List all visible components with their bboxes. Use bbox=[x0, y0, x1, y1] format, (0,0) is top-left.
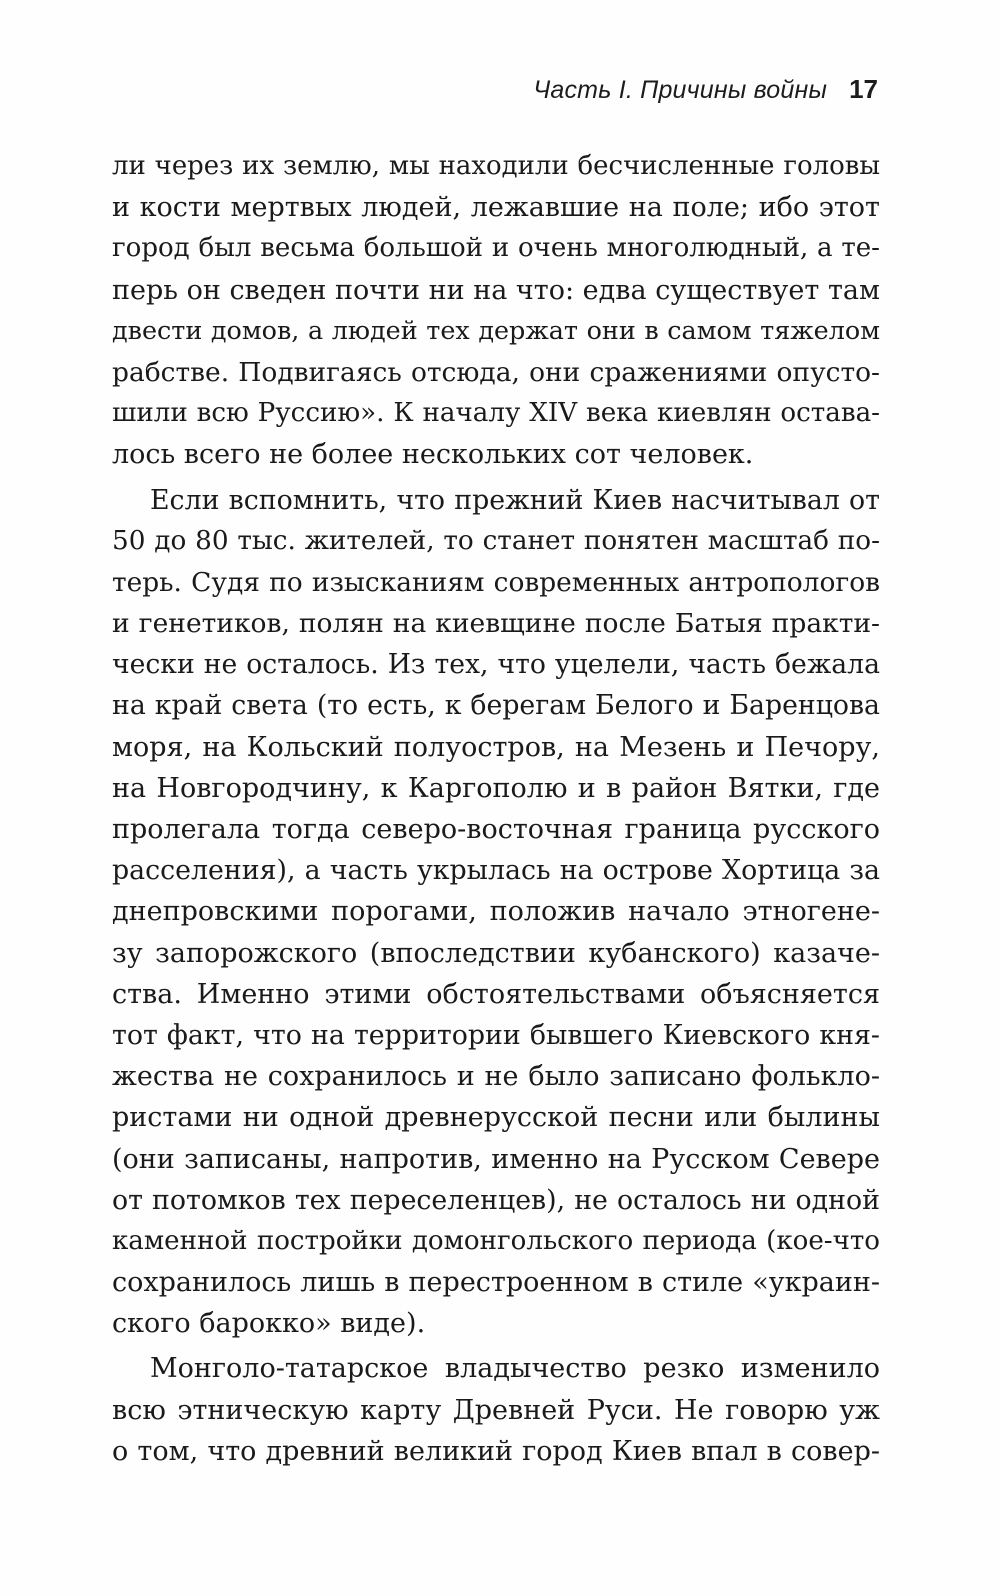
text-line: и генетиков, полян на киевщине после Батыя практи- bbox=[112, 608, 880, 640]
text-line: двести домов, а людей тех держат они в самом тяжелом bbox=[112, 315, 880, 346]
text-line: тот факт, что на территории бывшего Киевского кня- bbox=[112, 1019, 880, 1051]
text-line: чески не осталось. Из тех, что уцелели, часть бежала bbox=[112, 649, 880, 681]
text-line: (они записаны, напротив, именно на Русском Севере bbox=[112, 1143, 880, 1175]
text-line: каменной постройки домонгольского периода (кое-что bbox=[112, 1225, 880, 1256]
text-line: ства. Именно этими обстоятельствами объясняется bbox=[112, 978, 880, 1010]
text-line: перь он сведен почти ни на что: едва существует там bbox=[112, 274, 880, 306]
paragraph-2 bbox=[112, 480, 880, 1345]
text-line: город был весьма большой и очень многолюдный, а те- bbox=[112, 233, 880, 264]
text-line: ристами ни одной древнерусской песни или былины bbox=[112, 1102, 880, 1134]
text-line: лось всего не более нескольких сот человек. bbox=[112, 439, 754, 471]
text-line: Если вспомнить, что прежний Киев насчитывал от bbox=[150, 484, 880, 516]
paragraph-3 bbox=[112, 1348, 880, 1472]
text-line: ского барокко» виде). bbox=[112, 1308, 426, 1340]
text-line: днепровскими порогами, положив начало этногене- bbox=[112, 896, 880, 928]
paragraph-1 bbox=[112, 146, 880, 476]
text-line: рабстве. Подвигаясь отсюда, они сражениями опусто- bbox=[112, 356, 880, 388]
text-line: Монголо-татарское владычество резко изменило bbox=[150, 1353, 880, 1385]
text-line: пролегала тогда северо-восточная граница русского bbox=[112, 814, 880, 845]
text-line: моря, на Кольский полуостров, на Мезень и Печору, bbox=[112, 731, 880, 763]
page-number: 17 bbox=[849, 74, 878, 104]
body-text bbox=[112, 146, 880, 1472]
text-line: ли через их землю, мы находили бесчисленные головы bbox=[112, 151, 880, 181]
text-line: сохранилось лишь в перестроенном в стиле «украин- bbox=[112, 1267, 880, 1299]
text-line: и кости мертвых людей, лежавшие на поле; ибо этот bbox=[112, 192, 880, 224]
running-header bbox=[533, 74, 878, 105]
text-line: от потомков тех переселенцев), не осталось ни одной bbox=[112, 1184, 880, 1216]
text-line: 50 до 80 тыс. жителей, то станет понятен масштаб по- bbox=[112, 525, 880, 556]
text-line: на край света (то есть, к берегам Белого и Баренцова bbox=[112, 690, 880, 722]
text-line: шили всю Руссию». К началу XIV века киевлян остава- bbox=[112, 398, 880, 429]
text-line: на Новгородчину, к Каргополю и в район Вятки, где bbox=[112, 772, 880, 804]
text-line: жества не сохранилось и не было записано фолькло- bbox=[112, 1061, 880, 1093]
text-line: зу запорожского (впоследствии кубанского) казаче- bbox=[112, 937, 880, 969]
running-header-title: Часть I. Причины войны bbox=[533, 76, 828, 104]
text-line: о том, что древний великий город Киев впал в совер- bbox=[112, 1435, 880, 1467]
text-line: всю этническую карту Древней Руси. Не говорю уж bbox=[112, 1394, 880, 1426]
text-line: расселения), а часть укрылась на острове Хортица за bbox=[112, 855, 880, 887]
text-line: терь. Судя по изысканиям современных антропологов bbox=[112, 566, 880, 598]
